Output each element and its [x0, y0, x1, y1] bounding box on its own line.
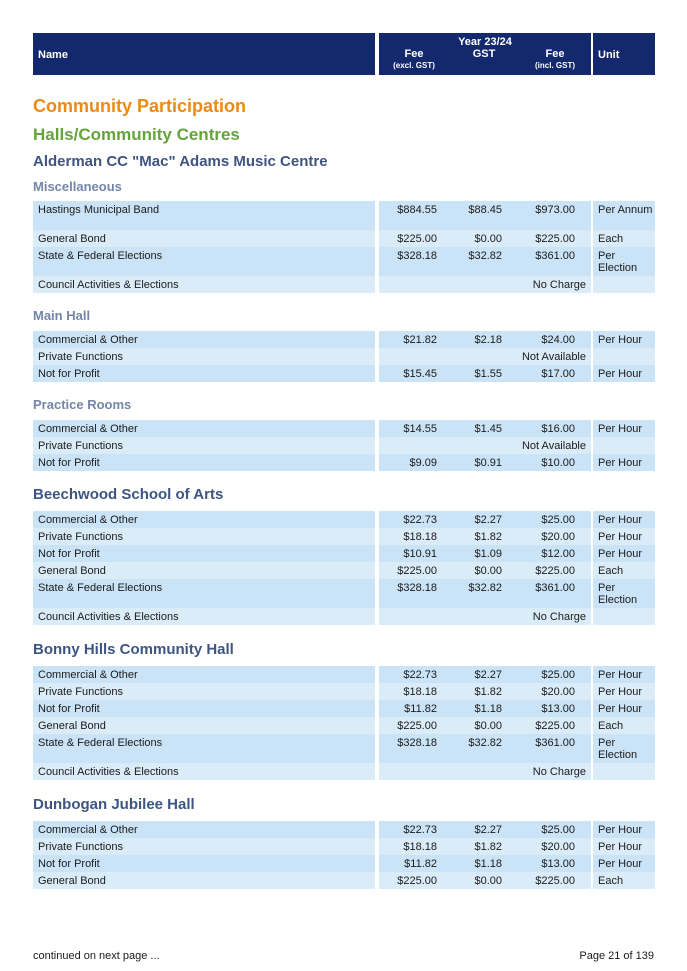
row-fees [379, 528, 591, 545]
row-unit [593, 763, 655, 780]
fee-incl-gst: $361.00 [535, 582, 575, 594]
subsection-misc: Miscellaneous [33, 179, 122, 194]
fee-excl-gst: $11.82 [404, 858, 437, 870]
row-fees [379, 276, 591, 293]
fee-incl-gst: $12.00 [541, 548, 575, 560]
fee-excl-gst: $9.09 [409, 457, 437, 469]
table-row [33, 454, 655, 471]
row-name: Commercial & Other [33, 331, 375, 348]
gst-amount: $32.82 [468, 582, 502, 594]
gst-amount: $2.27 [474, 669, 502, 681]
fee-incl-gst: $361.00 [535, 250, 575, 262]
gst-amount: $2.27 [474, 824, 502, 836]
row-unit: Per Hour [593, 528, 655, 545]
fee-excl-gst: $884.55 [397, 204, 437, 216]
row-unit: Per Hour [593, 666, 655, 683]
header-fee-incl: Fee (incl. GST) [535, 48, 575, 70]
table-row [33, 201, 655, 230]
fee-excl-gst: $18.18 [403, 686, 437, 698]
fee-excl-gst: $225.00 [397, 565, 437, 577]
gst-amount: $1.55 [474, 368, 502, 380]
row-unit: Per Hour [593, 454, 655, 471]
table-row [33, 734, 655, 763]
fee-note: Not Available [521, 351, 586, 363]
row-fees [379, 608, 591, 625]
fee-incl-gst: $361.00 [535, 737, 575, 749]
table-row [33, 365, 655, 382]
row-unit: Per Hour [593, 683, 655, 700]
gst-amount: $1.18 [474, 703, 502, 715]
row-fees [379, 511, 591, 528]
gst-amount: $88.45 [468, 204, 502, 216]
table-row [33, 348, 655, 365]
table-row [33, 666, 655, 683]
fee-excl-gst: $225.00 [397, 233, 437, 245]
section-title-halls: Halls/Community Centres [33, 125, 240, 144]
venue-title-dunbogan: Dunbogan Jubilee Hall [33, 796, 195, 813]
fee-excl-gst: $18.18 [403, 531, 437, 543]
venue-title-bonny-hills: Bonny Hills Community Hall [33, 641, 234, 658]
row-fees [379, 437, 591, 454]
row-unit [593, 437, 655, 454]
section-title-community: Community Participation [33, 96, 247, 116]
gst-amount: $0.91 [474, 457, 502, 469]
row-fees [379, 763, 591, 780]
fee-excl-gst: $22.73 [403, 824, 437, 836]
row-unit: Per Election [593, 734, 655, 763]
fee-excl-gst: $328.18 [397, 582, 437, 594]
fee-incl-gst: $13.00 [541, 703, 575, 715]
venue-title-beechwood: Beechwood School of Arts [33, 486, 224, 503]
gst-amount: $2.27 [474, 514, 502, 526]
row-fees [379, 821, 591, 838]
table-row [33, 511, 655, 528]
row-name: Commercial & Other [33, 666, 375, 683]
fee-incl-gst: $20.00 [541, 686, 575, 698]
fee-excl-gst: $15.45 [403, 368, 437, 380]
row-fees [379, 562, 591, 579]
table-row [33, 872, 655, 889]
row-fees [379, 717, 591, 734]
fee-incl-gst: $17.00 [541, 368, 575, 380]
subsection-practice-rooms: Practice Rooms [33, 397, 132, 412]
fee-incl-gst: $13.00 [541, 858, 575, 870]
row-name: Not for Profit [33, 365, 375, 382]
row-name: Private Functions [33, 838, 375, 855]
row-unit: Per Election [593, 247, 655, 276]
table-main-hall [33, 331, 655, 382]
row-name: Private Functions [33, 528, 375, 545]
gst-amount: $0.00 [474, 565, 502, 577]
table-row [33, 700, 655, 717]
table-header [33, 33, 655, 75]
row-fees [379, 855, 591, 872]
row-name: Not for Profit [33, 700, 375, 717]
subsection-main-hall: Main Hall [33, 308, 91, 323]
table-row [33, 420, 655, 437]
fee-note: Not Available [521, 440, 586, 452]
table-bonny-hills [33, 666, 655, 780]
gst-amount: $2.18 [474, 334, 502, 346]
row-name: State & Federal Elections [33, 734, 375, 763]
fee-incl-gst: $225.00 [535, 720, 575, 732]
row-name: Not for Profit [33, 454, 375, 471]
row-name: Commercial & Other [33, 511, 375, 528]
row-name: General Bond [33, 717, 375, 734]
row-fees [379, 420, 591, 437]
row-fees [379, 230, 591, 247]
header-name: Name [33, 33, 375, 75]
fee-note: No Charge [532, 766, 586, 778]
continued-note: continued on next page ... [33, 950, 160, 962]
gst-amount: $1.82 [474, 531, 502, 543]
page-number: Page 21 of 139 [579, 950, 654, 962]
table-row [33, 528, 655, 545]
row-name: State & Federal Elections [33, 579, 375, 608]
row-name: Council Activities & Elections [33, 276, 375, 293]
table-row [33, 331, 655, 348]
row-unit: Per Hour [593, 511, 655, 528]
table-misc [33, 201, 655, 293]
fee-incl-gst: $20.00 [541, 841, 575, 853]
row-name: Commercial & Other [33, 420, 375, 437]
table-row [33, 437, 655, 454]
fee-note: No Charge [532, 611, 586, 623]
fee-excl-gst: $11.82 [404, 703, 437, 715]
table-row [33, 579, 655, 608]
row-fees [379, 872, 591, 889]
fee-incl-gst: $25.00 [541, 669, 575, 681]
fee-incl-gst: $973.00 [535, 204, 575, 216]
row-name: Private Functions [33, 683, 375, 700]
table-row [33, 855, 655, 872]
fee-excl-gst: $328.18 [397, 250, 437, 262]
row-unit: Each [593, 562, 655, 579]
table-row [33, 230, 655, 247]
row-unit: Per Hour [593, 821, 655, 838]
row-name: Private Functions [33, 348, 375, 365]
row-name: Hastings Municipal Band [33, 201, 375, 230]
row-fees [379, 331, 591, 348]
fee-excl-gst: $18.18 [403, 841, 437, 853]
gst-amount: $0.00 [474, 233, 502, 245]
fee-incl-gst: $225.00 [535, 875, 575, 887]
fee-incl-gst: $20.00 [541, 531, 575, 543]
row-unit: Per Hour [593, 331, 655, 348]
row-name: Commercial & Other [33, 821, 375, 838]
header-year-group [379, 33, 591, 75]
gst-amount: $1.45 [474, 423, 502, 435]
row-name: Not for Profit [33, 855, 375, 872]
gst-amount: $1.82 [474, 686, 502, 698]
row-unit: Per Hour [593, 420, 655, 437]
row-unit: Per Hour [593, 365, 655, 382]
table-row [33, 545, 655, 562]
row-name: Council Activities & Elections [33, 608, 375, 625]
fee-excl-gst: $14.55 [403, 423, 437, 435]
row-fees [379, 365, 591, 382]
table-dunbogan [33, 821, 655, 889]
header-year: Year 23/24 [458, 36, 512, 48]
gst-amount: $0.00 [474, 720, 502, 732]
row-fees [379, 666, 591, 683]
row-unit: Per Hour [593, 700, 655, 717]
fee-excl-gst: $21.82 [403, 334, 437, 346]
row-fees [379, 454, 591, 471]
fee-incl-gst: $25.00 [541, 824, 575, 836]
gst-amount: $1.18 [474, 858, 502, 870]
fee-note: No Charge [532, 279, 586, 291]
row-unit: Each [593, 717, 655, 734]
row-unit: Per Election [593, 579, 655, 608]
table-row [33, 838, 655, 855]
gst-amount: $1.82 [474, 841, 502, 853]
header-unit: Unit [593, 33, 655, 75]
fee-incl-gst: $225.00 [535, 565, 575, 577]
row-unit: Per Hour [593, 545, 655, 562]
table-row [33, 821, 655, 838]
row-fees [379, 579, 591, 608]
row-name: General Bond [33, 562, 375, 579]
row-name: Private Functions [33, 437, 375, 454]
row-fees [379, 734, 591, 763]
row-fees [379, 545, 591, 562]
table-practice-rooms [33, 420, 655, 471]
venue-title-alderman: Alderman CC "Mac" Adams Music Centre [33, 153, 328, 170]
gst-amount: $32.82 [468, 250, 502, 262]
row-fees [379, 247, 591, 276]
fee-incl-gst: $25.00 [541, 514, 575, 526]
header-gst: GST [472, 48, 496, 60]
table-beechwood [33, 511, 655, 625]
row-unit: Each [593, 872, 655, 889]
fee-excl-gst: $22.73 [403, 514, 437, 526]
fee-excl-gst: $225.00 [397, 720, 437, 732]
table-row [33, 717, 655, 734]
row-fees [379, 348, 591, 365]
row-name: State & Federal Elections [33, 247, 375, 276]
row-fees [379, 683, 591, 700]
fee-incl-gst: $10.00 [541, 457, 575, 469]
table-row [33, 276, 655, 293]
gst-amount: $1.09 [474, 548, 502, 560]
row-unit [593, 348, 655, 365]
table-row [33, 562, 655, 579]
row-unit: Per Hour [593, 838, 655, 855]
row-name: Council Activities & Elections [33, 763, 375, 780]
row-name: Not for Profit [33, 545, 375, 562]
row-name: General Bond [33, 872, 375, 889]
row-fees [379, 838, 591, 855]
fee-excl-gst: $22.73 [403, 669, 437, 681]
fee-incl-gst: $16.00 [541, 423, 575, 435]
table-row [33, 608, 655, 625]
gst-amount: $0.00 [474, 875, 502, 887]
row-unit [593, 276, 655, 293]
table-row [33, 683, 655, 700]
fee-excl-gst: $225.00 [397, 875, 437, 887]
fee-excl-gst: $10.91 [403, 548, 437, 560]
row-unit: Each [593, 230, 655, 247]
row-unit: Per Hour [593, 855, 655, 872]
gst-amount: $32.82 [468, 737, 502, 749]
fee-incl-gst: $225.00 [535, 233, 575, 245]
fee-incl-gst: $24.00 [541, 334, 575, 346]
header-fee-excl: Fee (excl. GST) [393, 48, 435, 70]
row-name: General Bond [33, 230, 375, 247]
table-row [33, 247, 655, 276]
fee-excl-gst: $328.18 [397, 737, 437, 749]
row-fees [379, 700, 591, 717]
row-fees [379, 201, 591, 230]
row-unit: Per Annum [593, 201, 655, 230]
row-unit [593, 608, 655, 625]
table-row [33, 763, 655, 780]
